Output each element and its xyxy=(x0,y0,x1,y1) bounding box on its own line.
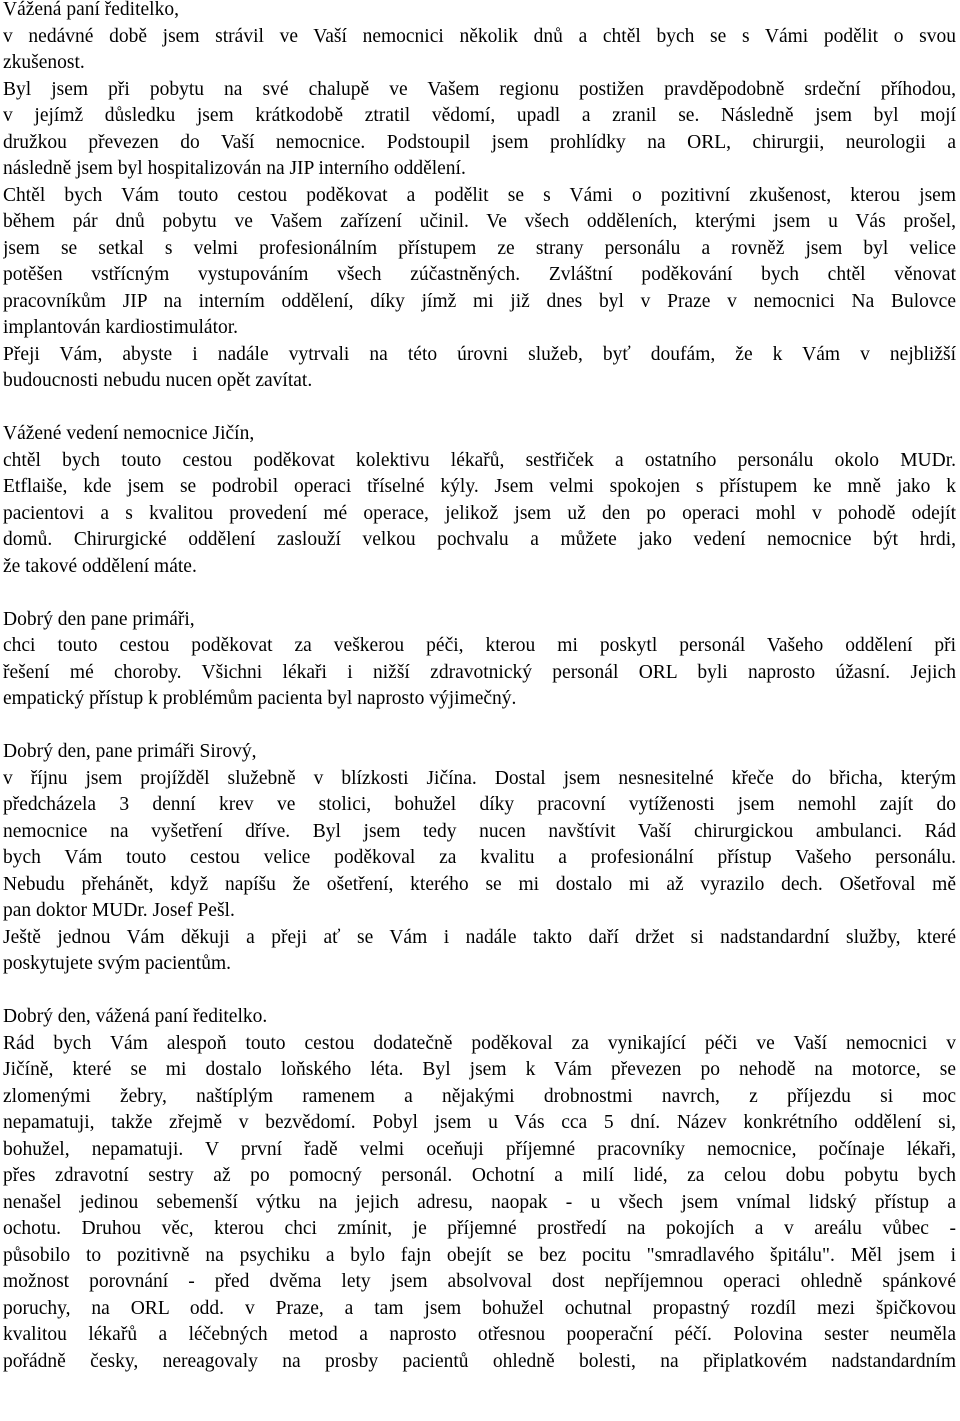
letter-salutation: Vážená paní ředitelko, xyxy=(3,0,179,20)
letter-block xyxy=(3,739,956,978)
text-line: chci touto cestou poděkovat za veškerou péči, kterou mi poskytl personál Vašeho oddělení při xyxy=(3,635,956,656)
text-line: v říjnu jsem projížděl služebně v blízkosti Jičína. Dostal jsem nesnesitelné křeče do břicha, kterým xyxy=(3,767,956,789)
letter-block xyxy=(3,607,956,713)
text-line: jsem se setkal s velmi profesionálním přístupem ze strany personálu a rovněž jsem byl velice xyxy=(3,237,956,259)
text-line: nenašel jedinou sebemenší výtku na jejich adresu, naopak - u všech jsem vnímal lidský přístup a xyxy=(3,1191,956,1213)
letter-block xyxy=(3,0,956,395)
letter-block xyxy=(3,1004,956,1375)
text-line: nemocnice na vyšetření dříve. Byl jsem tedy nucen navštívit Vaší chirurgickou ambulanci. Rád xyxy=(3,820,956,842)
text-line: působilo to pozitivně na psychiku a bylo fajn obejít se bez pocitu "smradlavého špitálu". Měl jsem i xyxy=(3,1244,956,1266)
text-line: pan doktor MUDr. Josef Pešl. xyxy=(3,900,235,921)
letter-salutation: Dobrý den, vážená paní ředitelko. xyxy=(3,1006,268,1027)
text-line: implantován kardiostimulátor. xyxy=(3,317,239,338)
text-line: Ještě jednou Vám děkuji a přeji ať se Vám i nadále takto daří držet si nadstandardní služby, které xyxy=(3,926,956,948)
text-line: bych Vám touto cestou velice poděkoval za kvalitu a profesionální přístup Vašeho personálu. xyxy=(3,847,956,868)
text-line: chtěl bych touto cestou poděkovat kolektivu lékařů, sestřiček a ostatního personálu okolo MUDr. xyxy=(3,449,956,471)
text-line: řešení mé choroby. Všichni lékaři i nižší zdravotnický personál ORL byli naprosto úžasní. Jejich xyxy=(3,661,956,683)
text-line: zlomenými žebry, naštíplým ramenem a nějakými drobnostmi navrch, z příjezdu si moc xyxy=(3,1085,956,1107)
text-line: Byl jsem při pobytu na své chalupě ve Vašem regionu postižen pravděpodobně srdeční příhodou, xyxy=(3,78,956,100)
text-line: ochotu. Druhou věc, kterou chci zmínit, je příjemné prostředí na pokojích a v areálu vůbec - xyxy=(3,1218,956,1239)
text-line: předcházela 3 denní krev ve stolici, bohužel díky pracovní vytíženosti jsem nemohl zajít do xyxy=(3,794,956,815)
text-line: zkušenost. xyxy=(3,52,85,73)
text-line: pacientovi a s kvalitou provedení mé operace, jelikož jsem už den po operaci mohl v pohodě odejít xyxy=(3,502,956,524)
text-line: přes zdravotní sestry až po pomocný personál. Ochotní a milí lidé, za celou dobu pobytu bych xyxy=(3,1165,956,1186)
letter-salutation: Dobrý den pane primáři, xyxy=(3,608,195,630)
text-line: potěšen vstřícným vystupováním všech zúčastněných. Zvláštní poděkování bych chtěl věnovat xyxy=(3,264,956,285)
text-line: poruchy, na ORL odd. v Praze, a tam jsem bohužel ochutnal propastný rozdíl mezi špičkovou xyxy=(3,1297,956,1319)
text-line: budoucnosti nebudu nucen opět zavítat. xyxy=(3,370,313,391)
text-line: družkou převezen do Vaší nemocnice. Podstoupil jsem prohlídky na ORL, chirurgii, neurologii a xyxy=(3,131,956,153)
text-line: v nedávné době jsem strávil ve Vaší nemocnici několik dnů a chtěl bych se s Vámi podělit o svou xyxy=(3,25,956,47)
text-line: nepamatuji, takže zřejmě v bezvědomí. Pobyl jsem u Vás cca 5 dní. Název konkrétního oddělení si, xyxy=(3,1112,956,1133)
text-line: Chtěl bych Vám touto cestou poděkovat a podělit se s Vámi o pozitivní zkušenost, kterou jsem xyxy=(3,184,956,206)
text-line: pracovníkům JIP na interním oddělení, díky jímž mi již dnes byl v Praze v nemocnici Na Bulovce xyxy=(3,290,956,312)
text-line: že takové oddělení máte. xyxy=(3,555,197,577)
letter-salutation: Dobrý den, pane primáři Sirový, xyxy=(3,741,257,762)
text-line: Nebudu přehánět, když napíšu že ošetření, kterého se mi dostalo mi až vyrazilo dech. Ošetřoval mě xyxy=(3,873,956,895)
text-line: empatický přístup k problémům pacienta byl naprosto výjimečný. xyxy=(3,688,517,709)
text-line: Jičíně, které se mi dostalo loňského léta. Byl jsem k Vám převezen po nehodě na motorce, se xyxy=(3,1059,956,1080)
text-line: Rád bych Vám alespoň touto cestou dodatečně poděkoval za vynikající péči ve Vaší nemocnici v xyxy=(3,1032,956,1054)
text-line: pořádně česky, nereagovaly na prosby pacientů ohledně bolesti, na připlatkovém nadstandardním xyxy=(3,1350,956,1372)
text-line: kvalitou lékařů a léčebných metod a naprosto otřesnou pooperační péčí. Polovina sester neuměla xyxy=(3,1324,956,1345)
text-line: možnost porovnání - před dvěma lety jsem absolvoval dost nepříjemnou operaci ohledně spánkové xyxy=(3,1271,956,1292)
text-line: bohužel, nepamatuji. V první řadě velmi oceňuji příjemné pracovníky nemocnice, počínaje lékaři, xyxy=(3,1138,956,1160)
letter-salutation: Vážené vedení nemocnice Jičín, xyxy=(3,423,255,444)
text-line: Přeji Vám, abyste i nadále vytrvali na této úrovni služeb, byť doufám, že k Vám v nejbližší xyxy=(3,343,956,365)
text-line: poskytujete svým pacientům. xyxy=(3,953,232,974)
letter-block xyxy=(3,421,956,580)
text-line: domů. Chirurgické oddělení zaslouží velkou pochvalu a můžete jako vedení nemocnice být hrdi, xyxy=(3,529,956,550)
text-line: během pár dnů pobytu ve Vašem zařízení učinil. Ve všech odděleních, kterými jsem u Vás prošel, xyxy=(3,211,956,232)
text-line: v jejímž důsledku jsem krátkodobě ztratil vědomí, upadl a zranil se. Následně jsem byl mojí xyxy=(3,105,956,126)
text-line: následně jsem byl hospitalizován na JIP interního oddělení. xyxy=(3,158,466,179)
text-line: Etflaiše, kde jsem se podrobil operaci tříselné kýly. Jsem velmi spokojen s přístupem ke mně jako k xyxy=(3,476,956,497)
